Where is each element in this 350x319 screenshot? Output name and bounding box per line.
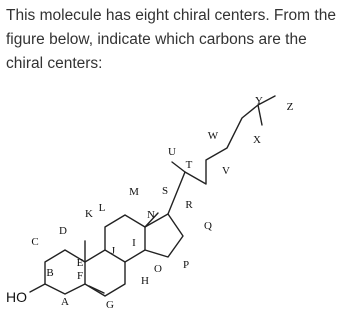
carbon-label-e: E (76, 257, 84, 269)
carbon-label-w: W (207, 130, 219, 142)
carbon-label-v: V (222, 165, 230, 177)
carbon-label-t: T (185, 159, 193, 171)
carbon-label-l: L (98, 202, 106, 214)
carbon-label-a: A (61, 296, 69, 308)
hydroxyl-label: HO (6, 289, 27, 305)
carbon-label-o: O (154, 263, 162, 275)
carbon-label-k: K (85, 208, 93, 220)
carbon-label-m: M (129, 186, 139, 198)
carbon-label-f: F (76, 270, 84, 282)
carbon-label-y: Y (255, 95, 263, 107)
carbon-label-c: C (31, 236, 39, 248)
carbon-label-u: U (168, 146, 176, 158)
carbon-label-p: P (182, 259, 190, 271)
carbon-label-b: B (46, 267, 54, 279)
carbon-label-n: N (147, 209, 155, 221)
carbon-label-j: J (110, 245, 116, 257)
carbon-label-z: Z (286, 101, 294, 113)
methyl-bond-y (258, 105, 262, 125)
carbon-label-x: X (253, 134, 261, 146)
carbon-label-r: R (185, 199, 193, 211)
carbon-label-s: S (161, 185, 169, 197)
carbon-label-h: H (141, 275, 149, 287)
hydroxyl-bond (30, 284, 45, 292)
side-chain-bonds (168, 96, 275, 214)
question-text: This molecule has eight chiral centers. From the figure below, indicate which carbons are the chiral centers: (6, 7, 336, 72)
ring-b-bonds (85, 250, 125, 296)
carbon-label-d: D (59, 225, 67, 237)
methyl-bond-t (172, 162, 185, 172)
double-bond-fg (89, 286, 104, 293)
carbon-label-q: Q (204, 220, 212, 232)
carbon-label-i: I (132, 237, 136, 249)
carbon-label-g: G (106, 299, 114, 311)
